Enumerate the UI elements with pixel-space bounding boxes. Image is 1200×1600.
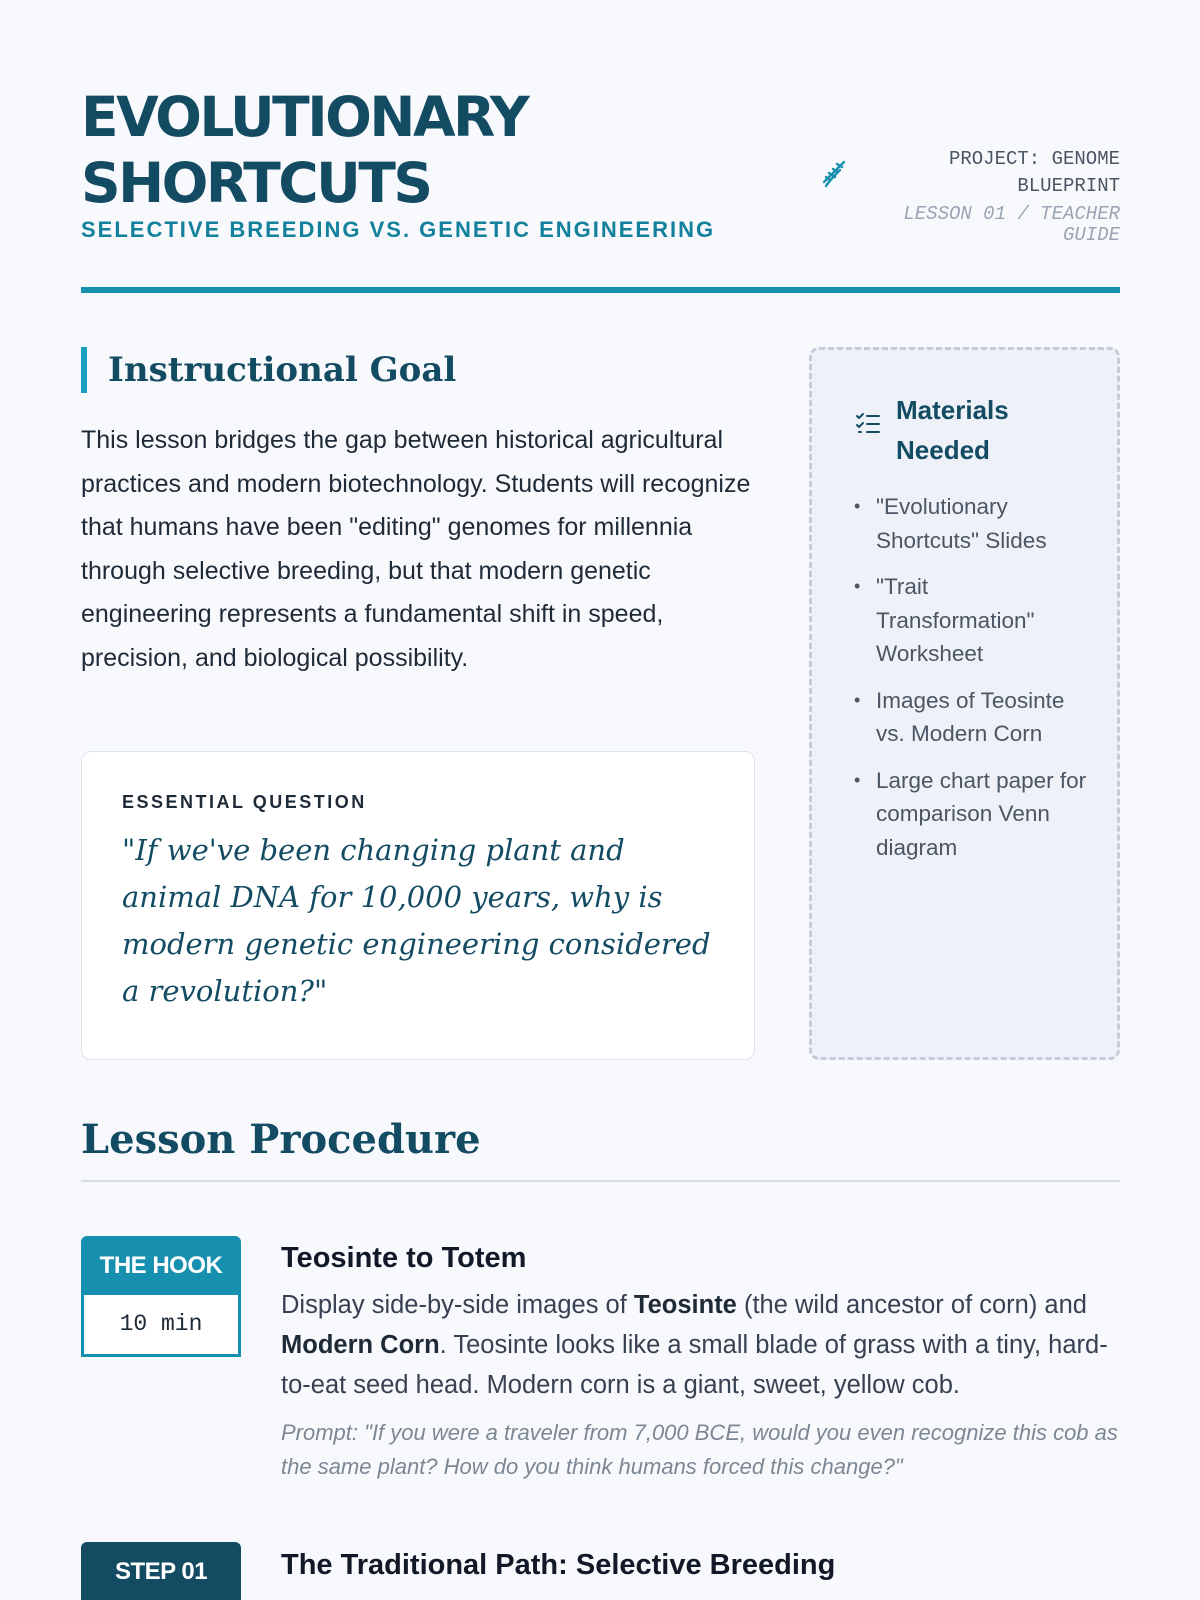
bullet-icon: • (854, 769, 861, 790)
header-divider (81, 287, 1120, 293)
checklist-icon (854, 410, 882, 438)
materials-header (854, 390, 1087, 470)
materials-list (854, 490, 1087, 864)
page-subtitle: SELECTIVE BREEDING VS. GENETIC ENGINEERING (81, 217, 716, 242)
material-item-text: Images of Teosinte vs. Modern Corn (876, 687, 1065, 746)
essential-question-label: ESSENTIAL QUESTION (122, 792, 367, 812)
teosinte-term: Teosinte (633, 1291, 737, 1319)
hook-badge (81, 1236, 241, 1357)
step-01 (281, 1545, 1121, 1585)
material-item-text: "Evolutionary Shortcuts" Slides (876, 494, 1047, 553)
materials-panel (809, 347, 1120, 1060)
lesson-procedure-heading: Lesson Procedure (81, 1116, 481, 1163)
hook-step (281, 1238, 1121, 1484)
instructional-goal-heading: Instructional Goal (81, 347, 456, 393)
page-title (81, 84, 801, 216)
project-meta (900, 146, 1120, 246)
material-item-text: "Trait Transformation" Worksheet (876, 574, 1035, 666)
essential-question-card (81, 751, 755, 1060)
step-01-badge (81, 1542, 241, 1600)
materials-title: Materials Needed (896, 395, 1009, 465)
step-01-badge-label: STEP 01 (81, 1542, 241, 1600)
material-item (854, 490, 1087, 557)
lesson-label: LESSON 01 / TEACHER GUIDE (903, 203, 1120, 246)
procedure-divider (81, 1180, 1120, 1182)
hook-prompt: Prompt: "If you were a traveler from 7,000 BCE, would you even recognize this cob as the same plant? How do you think humans forced this change?" (281, 1420, 1118, 1479)
instructional-goal-text: This lesson bridges the gap between historical agricultural practices and modern biotechnology. Students will recognize that humans have been "editing" genomes for millennia through selective breeding, but that modern genetic engineering represents a fundamental shift in speed, precision, and biological possibility. (81, 426, 751, 672)
hook-duration: 10 min (81, 1295, 241, 1357)
bullet-icon: • (854, 576, 861, 596)
modern-corn-term: Modern Corn (281, 1331, 440, 1359)
project-name: PROJECT: GENOME BLUEPRINT (948, 148, 1120, 197)
hook-badge-label: THE HOOK (81, 1236, 241, 1295)
material-item (854, 570, 1087, 671)
material-item-text: Large chart paper for comparison Venn diagram (876, 767, 1087, 860)
dna-icon (818, 156, 850, 188)
hook-title: Teosinte to Totem (281, 1242, 527, 1274)
essential-question-text: "If we've been changing plant and animal DNA for 10,000 years, why is modern genetic engineering considered a revolution?" (122, 833, 711, 1008)
bullet-icon: • (854, 496, 861, 516)
step-01-title: The Traditional Path: Selective Breeding (281, 1549, 836, 1581)
material-item (854, 764, 1087, 865)
bullet-icon: • (854, 689, 861, 710)
title-line-1: EVOLUTIONARY (81, 85, 528, 149)
material-item (854, 684, 1087, 751)
title-line-2: SHORTCUTS (81, 151, 431, 215)
hook-description: Display side-by-side images of Teosinte (the wild ancestor of corn) and Modern Corn. Teosinte looks like a small blade of grass with a tiny, hard-to-eat seed head. Modern corn is a giant, sweet, yellow cob. (281, 1291, 1108, 1399)
